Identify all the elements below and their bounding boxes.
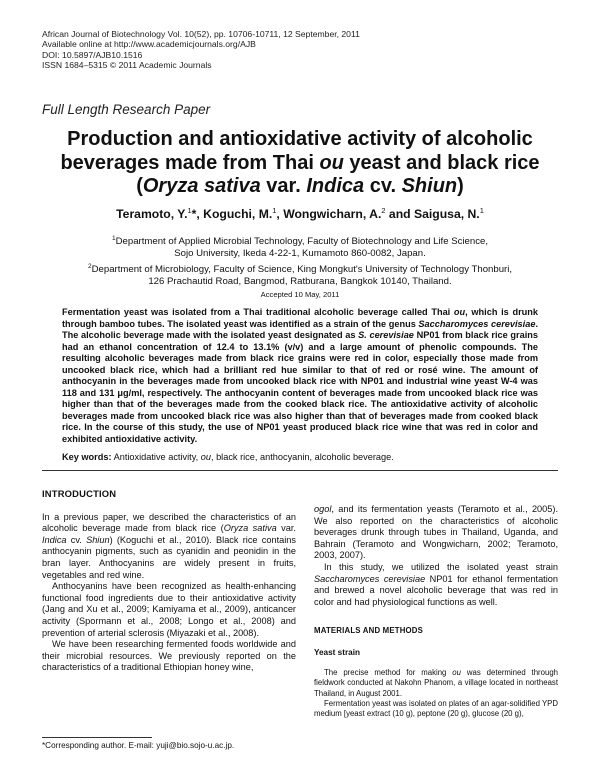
title-italic-cultivar: Shiun bbox=[401, 175, 458, 197]
paragraph-text: var. bbox=[276, 523, 296, 534]
affiliation-marker: 2 bbox=[87, 262, 92, 270]
affiliation-marker: 1 bbox=[479, 206, 484, 215]
intro-paragraph-1 bbox=[42, 512, 296, 582]
affiliation-text: Department of Microbiology, Faculty of Science, King Mongkut's University of Technology Thonburi, bbox=[91, 263, 513, 275]
keywords-text: Antioxidative activity, bbox=[111, 452, 201, 462]
affiliation-text: Department of Applied Microbial Technology, Faculty of Biotechnology and Life Science, bbox=[115, 236, 489, 248]
journal-header bbox=[42, 29, 360, 71]
title-italic-ou: ou bbox=[319, 151, 344, 174]
paper-title bbox=[40, 128, 560, 199]
abstract-text: . The alcoholic beverage made with the isolated yeast designated as bbox=[62, 318, 538, 340]
paragraph-italic: ogol bbox=[314, 504, 332, 514]
paragraph-text: was determined through fieldwork conducted at Nakohn Phanom, a village located in northeast Thailand, in August 2001. bbox=[314, 668, 558, 698]
affiliation-marker: 1 bbox=[111, 235, 116, 242]
keywords-label: Key words: bbox=[62, 452, 112, 462]
title-text: cv. bbox=[364, 175, 402, 197]
yeast-paragraph-2: Fermentation yeast was isolated on plates of an agar-solidified YPD medium [yeast extract (10 g), peptone (20 g), glucose (20 g), bbox=[314, 698, 558, 718]
title-text: var. bbox=[260, 175, 307, 197]
affiliation-marker: 1 bbox=[187, 206, 192, 215]
corresponding-marker: * bbox=[191, 207, 197, 222]
section-divider bbox=[42, 470, 558, 471]
right-paragraph-2 bbox=[314, 562, 558, 608]
separator: , bbox=[196, 207, 204, 222]
materials-methods-heading: MATERIALS AND METHODS bbox=[314, 626, 424, 636]
journal-citation: African Journal of Biotechnology Vol. 10(52), pp. 10706-10711, 12 September, 2011 bbox=[42, 29, 360, 39]
paragraph-text: NP01 for ethanol fermentation and brewed a novel alcoholic beverage that was red in color and had physiological functions as well. bbox=[314, 573, 558, 607]
paragraph-italic: ou bbox=[452, 668, 461, 678]
keywords-text: , black rice, anthocyanin, alcoholic beverage. bbox=[210, 452, 394, 462]
author: Teramoto, Y. bbox=[116, 207, 188, 222]
yeast-paragraph-1 bbox=[314, 668, 558, 699]
abstract-italic: Saccharomyces cerevisiae bbox=[418, 318, 536, 329]
title-italic-species: Oryza sativa bbox=[142, 175, 261, 197]
corresponding-author-footnote: *Corresponding author. E-mail: yuji@bio.sojo-u.ac.jp. bbox=[42, 741, 235, 750]
yeast-strain-heading: Yeast strain bbox=[314, 647, 360, 657]
doi-line: DOI: 10.5897/AJB10.1516 bbox=[42, 49, 143, 60]
abstract-text: NP01 from black rice grains had an ethanol concentration of 12.4 to 13.1% (v/v) and a large amount of phenolic compounds. The resulting alcoholic beverages made from black rice grains were red in color, especially those made from uncooked black rice, which had a brilliant red hue similar to that of red or rosé wine. The amount of anthocyanin in the beverages made from uncooked black rice with NP01 and industrial wine yeast W-4 was 118 and 131 μg/ml, respectively. The anthocyanin content of beverages made from uncooked black rice was higher than that of the beverages made from the cooked black rice. The antioxidative activity of alcoholic beverages made from uncooked black rice was also higher than that of beverages made from cooked black rice. In the course of this study, the use of NP01 yeast produced black rice wine that was red in color and exhibited antioxidative activity. bbox=[62, 330, 538, 444]
abstract-text: Fermentation yeast was isolated from a Thai traditional alcoholic beverage called Thai bbox=[62, 307, 454, 317]
paragraph-italic: Shiun bbox=[86, 534, 110, 545]
affiliation-2 bbox=[60, 261, 540, 276]
paragraph-text: cv. bbox=[66, 534, 87, 545]
author: Saigusa, N. bbox=[414, 207, 480, 222]
abstract bbox=[62, 307, 538, 445]
separator: , bbox=[276, 207, 284, 222]
affiliation-1-address: Sojo University, Ikeda 4-22-1, Kumamoto 860-0082, Japan. bbox=[174, 248, 426, 260]
paragraph-italic: Oryza sativa bbox=[223, 523, 277, 534]
abstract-italic: S. cerevisiae bbox=[358, 330, 414, 340]
left-column bbox=[42, 488, 296, 674]
title-text: yeast and black rice ( bbox=[136, 151, 540, 197]
article-type-label: Full Length Research Paper bbox=[42, 102, 211, 117]
affiliation-marker: 2 bbox=[381, 206, 386, 215]
author: Wongwicharn, A. bbox=[283, 207, 382, 222]
title-text: Production and antioxidative activity of alcoholic beverages made from Thai bbox=[60, 128, 533, 174]
affiliation-2-address: 126 Prachautid Road, Bangmod, Ratburana, Bangkok 10140, Thailand. bbox=[148, 275, 452, 287]
paragraph-text: In a previous paper, we described the characteristics of an alcoholic beverage made from black rice ( bbox=[42, 511, 296, 534]
keywords-italic: ou bbox=[200, 452, 211, 462]
paragraph-text: The precise method for making bbox=[324, 668, 453, 678]
abstract-italic: ou bbox=[453, 307, 466, 317]
intro-paragraph-2: Anthocyanins have been recognized as health-enhancing functional food ingredients due to their antioxidative activity (Jang and Xu et al., 2009; Kamiyama et al., 2009), anticancer activity (Spormann et al., 2008; Longo et al., 2008) and prevention of arterial sclerosis (Miyazaki et al., 2008). bbox=[42, 581, 296, 638]
intro-paragraph-3: We have been researching fermented foods worldwide and their microbial resources. We previously reported on the characteristics of a traditional Ethiopian honey wine, bbox=[42, 639, 296, 673]
footnote-rule bbox=[42, 737, 152, 738]
keywords bbox=[62, 452, 538, 464]
affiliation-1 bbox=[60, 233, 540, 248]
paragraph-text: In this study, we utilized the isolated yeast strain bbox=[324, 561, 558, 572]
accepted-date: Accepted 10 May, 2011 bbox=[260, 290, 340, 299]
author-list bbox=[40, 206, 560, 221]
availability-line: Available online at http://www.academicjournals.org/AJB bbox=[42, 39, 256, 50]
abstract-text: , which is drunk through bamboo tubes. The isolated yeast was identified as a strain of the genus bbox=[62, 307, 538, 329]
paragraph-italic: Saccharomyces cerevisiae bbox=[314, 573, 426, 584]
issn-line: ISSN 1684–5315 © 2011 Academic Journals bbox=[42, 60, 212, 71]
title-italic-indica: Indica bbox=[306, 175, 365, 197]
affiliation-marker: 1 bbox=[272, 206, 277, 215]
introduction-heading: INTRODUCTION bbox=[42, 488, 117, 499]
paragraph-text: , and its fermentation yeasts (Teramoto et al., 2005). We also reported on the characteristics of alcoholic beverages drunk through tubes in Thailand, Uganda, and Bahrain (Teramoto and Wongwicharn, 2002; Teramoto, 2003, 2007). bbox=[314, 504, 558, 561]
right-column bbox=[314, 504, 558, 719]
paragraph-italic: Indica bbox=[42, 534, 67, 545]
separator: and bbox=[385, 207, 414, 222]
title-text: ) bbox=[457, 175, 464, 197]
paragraph-text: ) (Koguchi et al., 2010). Black rice contains anthocyanin pigments, such as cyanidin and peonidin in the bran layer. Anthocyanins are widely present in fruits, vegetables and red wine. bbox=[42, 534, 296, 580]
author: Koguchi, M. bbox=[203, 207, 273, 222]
affiliations bbox=[60, 233, 540, 288]
right-paragraph-1 bbox=[314, 504, 558, 562]
